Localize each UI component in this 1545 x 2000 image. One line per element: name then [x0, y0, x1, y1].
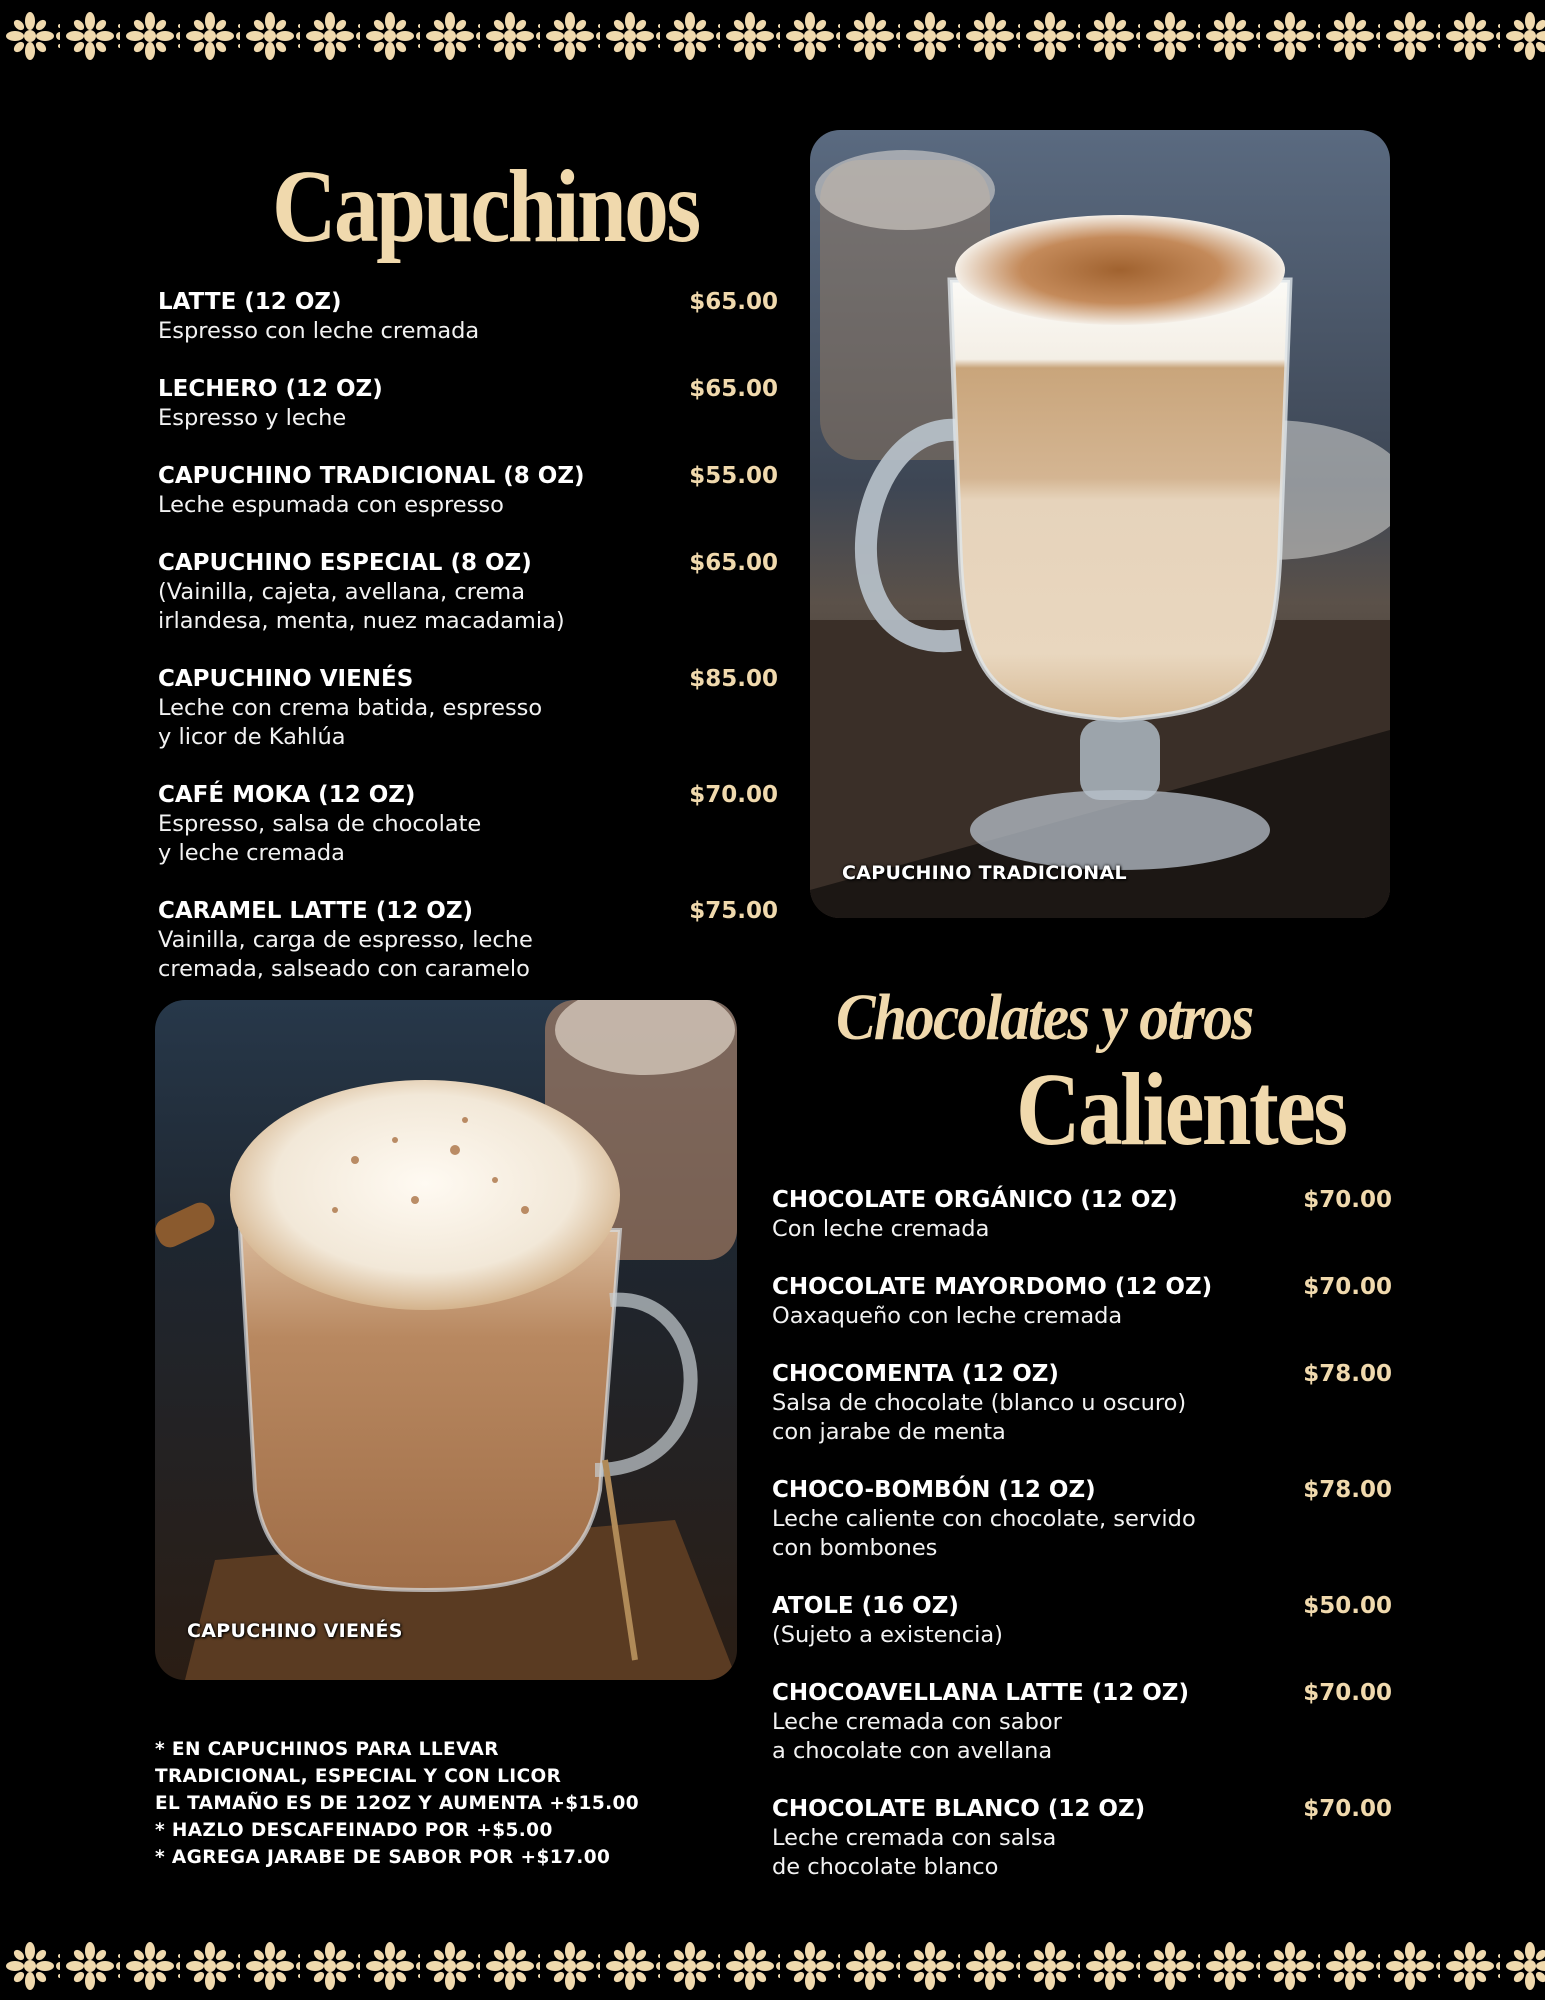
footnote-line: * HAZLO DESCAFEINADO POR +$5.00 — [155, 1820, 553, 1841]
menu-item-description: Leche con crema batida, espresso y licor de Kahlúa — [158, 695, 543, 750]
menu-item-price: $78.00 — [1303, 1477, 1392, 1503]
menu-item-name: CHOCO-BOMBÓN (12 OZ) — [772, 1477, 1096, 1503]
capuchinos-heading: Capuchinos — [272, 149, 699, 264]
capuchinos-menu — [158, 288, 778, 1013]
menu-item — [772, 1360, 1392, 1447]
chocolates-heading-line2: Calientes — [1016, 1052, 1346, 1167]
menu-item-price: $65.00 — [689, 376, 778, 402]
menu-item-description: Oaxaqueño con leche cremada — [772, 1303, 1123, 1329]
menu-item-description: Espresso y leche — [158, 405, 347, 431]
menu-item — [772, 1476, 1392, 1563]
footnote-line: EL TAMAÑO ES DE 12OZ Y AUMENTA +$15.00 — [155, 1793, 640, 1814]
menu-item-price: $50.00 — [1303, 1593, 1392, 1619]
menu-item — [772, 1186, 1392, 1244]
menu-item-price: $70.00 — [1303, 1274, 1392, 1300]
menu-item — [772, 1273, 1392, 1331]
footnote-line: TRADICIONAL, ESPECIAL Y CON LICOR — [155, 1766, 562, 1787]
menu-item — [158, 288, 778, 346]
menu-item-name: CHOCOAVELLANA LATTE (12 OZ) — [772, 1680, 1189, 1706]
menu-item-name: LECHERO (12 OZ) — [158, 376, 383, 402]
capuchino-viennes-photo — [155, 1000, 737, 1680]
menu-item-price: $75.00 — [689, 898, 778, 924]
menu-item-description: Leche cremada con sabor a chocolate con avellana — [772, 1709, 1062, 1764]
photo-caption: CAPUCHINO VIENÉS — [187, 1620, 403, 1642]
menu-item — [158, 375, 778, 433]
capuchino-tradicional-photo — [810, 130, 1390, 918]
menu-item — [158, 781, 778, 868]
menu-item-description: Leche caliente con chocolate, servido con bombones — [772, 1506, 1196, 1561]
menu-item — [772, 1592, 1392, 1650]
menu-item-price: $65.00 — [689, 289, 778, 315]
menu-item-description: Leche espumada con espresso — [158, 492, 504, 518]
chocolates-heading-line1: Chocolates y otros — [836, 981, 1253, 1054]
menu-item-name: CAPUCHINO ESPECIAL (8 OZ) — [158, 550, 532, 576]
menu-item-price: $55.00 — [689, 463, 778, 489]
menu-item-description: Vainilla, carga de espresso, leche cremada, salseado con caramelo — [158, 927, 533, 982]
menu-item-description: (Vainilla, cajeta, avellana, crema irlandesa, menta, nuez macadamia) — [158, 579, 565, 634]
menu-item-name: CHOCOLATE ORGÁNICO (12 OZ) — [772, 1187, 1178, 1213]
menu-item-name: LATTE (12 OZ) — [158, 289, 342, 315]
menu-item — [772, 1795, 1392, 1882]
menu-item-price: $85.00 — [689, 666, 778, 692]
menu-item — [158, 549, 778, 636]
menu-item — [158, 897, 778, 984]
menu-item — [158, 665, 778, 752]
footnote-line: * AGREGA JARABE DE SABOR POR +$17.00 — [155, 1847, 611, 1868]
menu-item-price: $70.00 — [1303, 1187, 1392, 1213]
menu-item-name: CAPUCHINO TRADICIONAL (8 OZ) — [158, 463, 585, 489]
photo-caption: CAPUCHINO TRADICIONAL — [842, 862, 1127, 884]
menu-item-name: CAFÉ MOKA (12 OZ) — [158, 782, 416, 808]
menu-footnotes — [155, 1736, 715, 1871]
menu-item-description: Espresso con leche cremada — [158, 318, 480, 344]
menu-item-description: Espresso, salsa de chocolate y leche cremada — [158, 811, 482, 866]
top-ornament-border — [0, 0, 1545, 70]
menu-item-price: $70.00 — [689, 782, 778, 808]
menu-item-name: CARAMEL LATTE (12 OZ) — [158, 898, 474, 924]
chocolates-menu — [772, 1186, 1392, 1911]
menu-item — [772, 1679, 1392, 1766]
menu-item-price: $65.00 — [689, 550, 778, 576]
menu-item — [158, 462, 778, 520]
menu-item-name: ATOLE (16 OZ) — [772, 1593, 959, 1619]
menu-item-name: CHOCOLATE BLANCO (12 OZ) — [772, 1796, 1146, 1822]
menu-item-price: $70.00 — [1303, 1680, 1392, 1706]
menu-item-name: CHOCOLATE MAYORDOMO (12 OZ) — [772, 1274, 1213, 1300]
menu-item-price: $70.00 — [1303, 1796, 1392, 1822]
menu-item-description: Con leche cremada — [772, 1216, 990, 1242]
bottom-ornament-border — [0, 1930, 1545, 2000]
menu-item-description: (Sujeto a existencia) — [772, 1622, 1003, 1648]
menu-item-name: CAPUCHINO VIENÉS — [158, 666, 414, 692]
footnote-line: * EN CAPUCHINOS PARA LLEVAR — [155, 1739, 499, 1760]
menu-item-description: Leche cremada con salsa de chocolate blanco — [772, 1825, 1057, 1880]
menu-item-price: $78.00 — [1303, 1361, 1392, 1387]
menu-item-description: Salsa de chocolate (blanco u oscuro) con jarabe de menta — [772, 1390, 1187, 1445]
menu-item-name: CHOCOMENTA (12 OZ) — [772, 1361, 1059, 1387]
